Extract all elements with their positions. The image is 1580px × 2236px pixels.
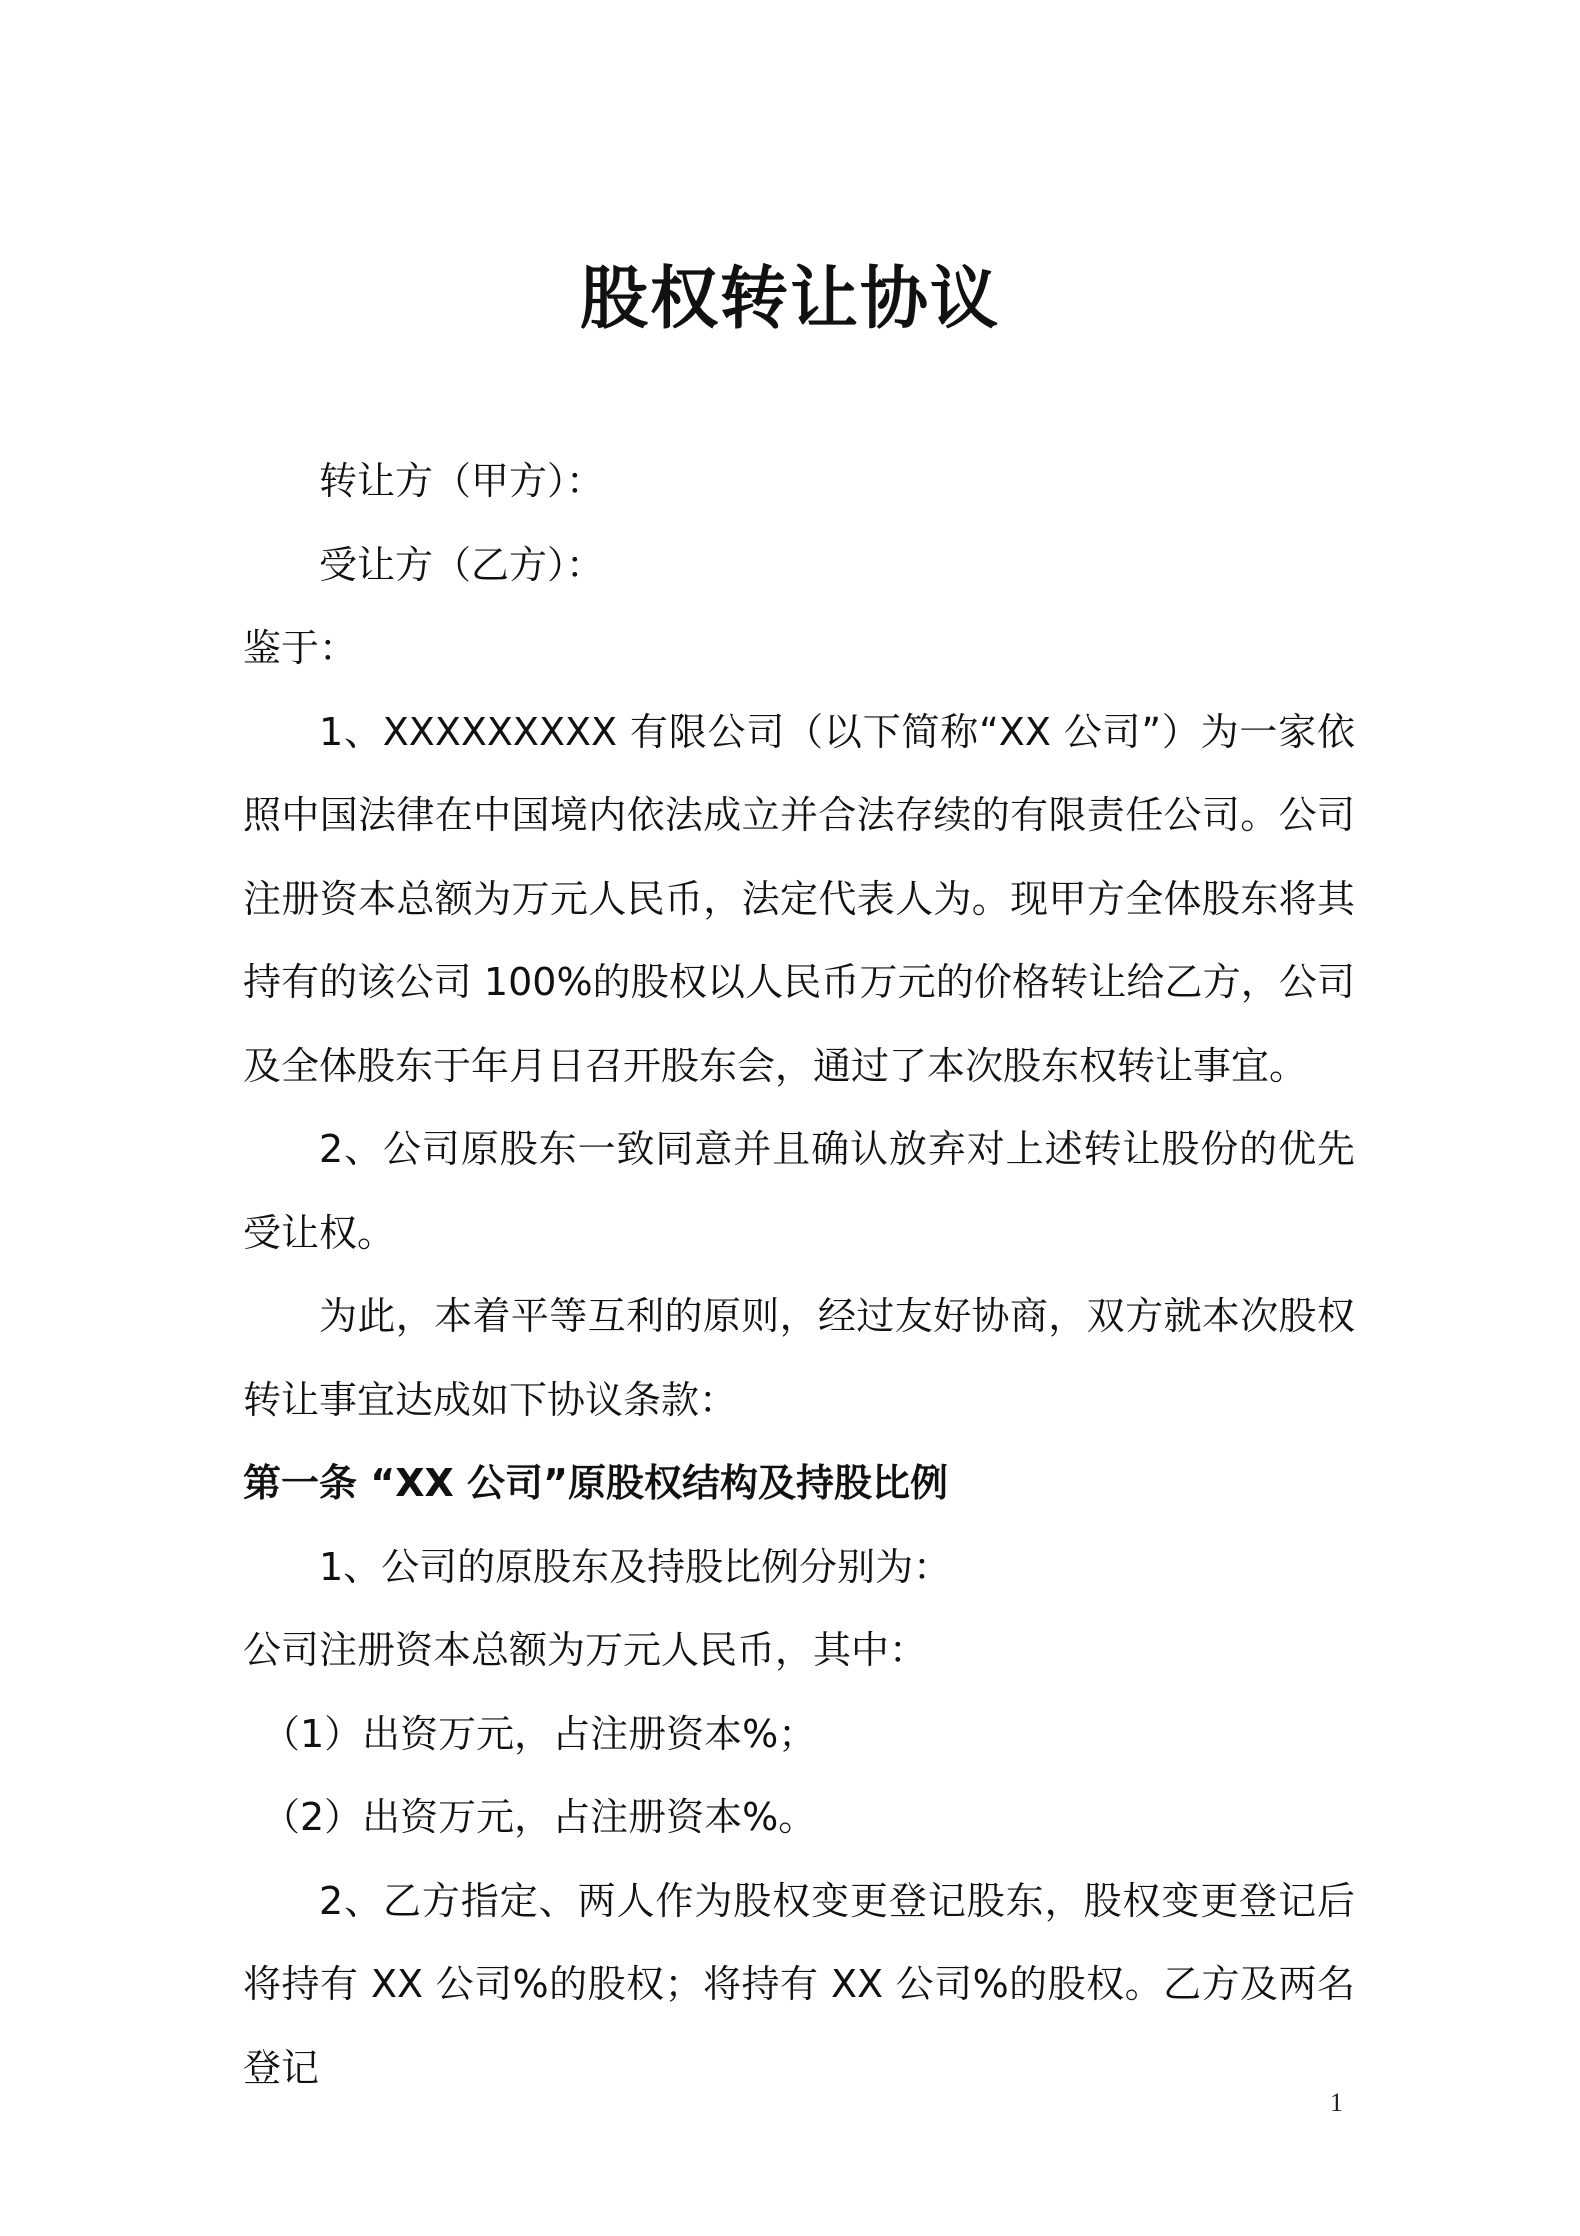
registered-capital-line: 公司注册资本总额为万元人民币，其中：: [243, 1628, 928, 1672]
article-1-clause-1: 1、公司的原股东及持股比例分别为：: [319, 1544, 952, 1589]
whereas-heading: 鉴于：: [243, 626, 358, 670]
article-1-clause-2: 2、乙方指定、两人作为股权变更登记股东，股权变更登记后将持有 XX 公司%的股权；将持有 XX 公司%的股权。乙方及两名登记: [243, 1878, 1355, 2090]
transferee-line: 受让方（乙方）：: [319, 542, 605, 587]
transferor-line: 转让方（甲方）：: [319, 459, 605, 503]
agreement-intro: 为此，本着平等互利的原则，经过友好协商，双方就本次股权转让事宜达成如下协议条款：: [243, 1294, 1355, 1422]
page-number: 1: [1330, 2088, 1343, 2117]
article-1-heading: 第一条 “XX 公司”原股权结构及持股比例: [243, 1461, 949, 1505]
shareholder-item-2: （2）出资万元，占注册资本%。: [262, 1795, 817, 1839]
recital-2: 2、公司原股东一致同意并且确认放弃对上述转让股份的优先受让权。: [243, 1127, 1355, 1255]
shareholder-item-1: （1）出资万元，占注册资本%；: [262, 1711, 817, 1756]
document-title: 股权转让协议: [579, 260, 1000, 339]
document-body: [243, 440, 1355, 2110]
recital-1: 1、XXXXXXXXX 有限公司（以下简称“XX 公司”）为一家依照中国法律在中国境内依法成立并合法存续的有限责任公司。公司注册资本总额为万元人民币，法定代表人为。现甲方全体股东将其持有的该公司 100%的股权以人民币万元的价格转让给乙方，公司及全体股东于年月日召开股东会，通过了本次股东权转让事宜。: [243, 709, 1355, 1088]
